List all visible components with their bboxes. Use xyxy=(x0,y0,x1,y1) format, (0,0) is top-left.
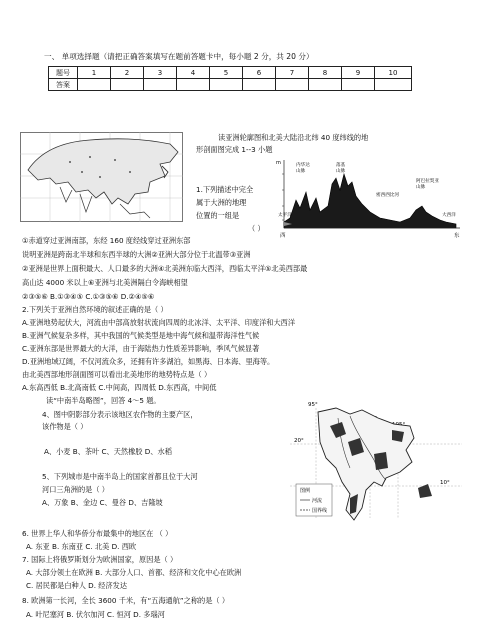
north-america-profile xyxy=(276,156,464,240)
profile-scale: m xyxy=(276,160,281,166)
answer-cell[interactable] xyxy=(177,79,210,91)
q5-stem: 河口三角洲的是（ ） xyxy=(42,485,109,494)
q8-options: A. 叶尼塞河 B. 伏尔加河 C. 恒河 D. 多瑙河 xyxy=(26,610,165,619)
answer-table xyxy=(48,66,412,91)
answer-cell[interactable] xyxy=(243,79,276,91)
asia-map-image xyxy=(20,132,183,222)
profile-label: 密西西比河 xyxy=(376,193,399,198)
answer-cell[interactable] xyxy=(276,79,309,91)
map-lat-label: 10° xyxy=(440,480,450,486)
q4-stem: 该作物是（ ） xyxy=(42,422,88,431)
q1-options: ②③⑤⑥ B.①③④⑤ C.①③⑤⑥ D.②④⑤⑥ xyxy=(22,292,155,301)
profile-label: 山脉 xyxy=(416,185,426,190)
q5-stem: 5、下列城市是中南半岛上的国家首都且位于大河 xyxy=(42,472,198,481)
q1-line: 高山达 4000 米以上⑥亚洲与北美洲隔白令海峡相望 xyxy=(22,278,188,287)
q1-line: 说明亚洲是跨南北半球和东西半球的大洲②亚洲大部分位于北温带③亚洲 xyxy=(22,250,251,259)
q1-line: ①赤道穿过亚洲南部，东经 160 度经线穿过亚洲东部 xyxy=(22,236,191,245)
section-heading: 一、 单项选择题（请把正确答案填写在题前答题卡中，每小题 2 分，共 20 分） xyxy=(44,52,314,61)
q4-stem: 4、图中阴影部分表示该地区农作物的主要产区， xyxy=(42,410,198,419)
q7-stem: 7. 国际上将俄罗斯划分为欧洲国家，原因是（ ） xyxy=(22,555,178,564)
map-legend-title: 图例 xyxy=(300,488,311,494)
intro-line-2: 形剖面图完成 1--3 小题 xyxy=(196,145,273,154)
intro-line-1: 读亚洲轮廓图和北美大陆沿北纬 40 度纬线的地 xyxy=(218,133,369,142)
profile-label: 太平洋 xyxy=(278,213,292,218)
asia-outline-map xyxy=(20,132,183,222)
indochina-map-image xyxy=(290,398,462,524)
q3-options: A.东高西低 B.北高南低 C.中间高，四周低 D.东西高，中间低 xyxy=(22,383,217,392)
q1-stem-line: 位置的一组是 xyxy=(196,211,240,220)
q4-options: A、小麦 B、茶叶 C、天然橡胶 D、水稻 xyxy=(44,447,172,456)
q5-options: A、万象 B、金边 C、曼谷 D、吉隆坡 xyxy=(42,498,163,507)
answer-table-number: 4 xyxy=(177,67,210,79)
q8-stem: 8. 欧洲第一长河，全长 3600 千米，有“五海通航”之称的是（ ） xyxy=(22,596,230,605)
answer-cell[interactable] xyxy=(342,79,375,91)
profile-label: 大西洋 xyxy=(442,213,456,218)
map-legend-border: 国界线 xyxy=(312,508,328,514)
map-lat-label: 20° xyxy=(294,438,304,444)
profile-label: 山脉 xyxy=(336,169,346,174)
answer-table-number: 8 xyxy=(309,67,342,79)
q2-line: D.亚洲地域辽阔，不仅河流众多，还拥有许多湖泊，如黑海、日本海、里海等。 xyxy=(22,357,275,366)
q2-line: A.亚洲地势起伏大，河流由中部高放射状流向四周的北冰洋、太平洋、印度洋和大西洋 xyxy=(22,318,296,327)
answer-cell[interactable] xyxy=(111,79,144,91)
profile-west-label: 西 xyxy=(280,233,286,239)
indochina-map xyxy=(290,398,462,524)
answer-table-number: 3 xyxy=(144,67,177,79)
answer-table-number: 6 xyxy=(243,67,276,79)
answer-table-header-row xyxy=(49,67,412,79)
q1-stem-line: 属于大洲的地理 xyxy=(196,198,247,207)
answer-table-answer-row xyxy=(49,79,412,91)
answer-table-number: 9 xyxy=(342,67,375,79)
answer-table-number: 2 xyxy=(111,67,144,79)
profile-east-label: 东 xyxy=(454,233,460,239)
profile-label: 内华达 xyxy=(296,163,310,168)
q7-options-cd: C. 居民都是白种人 D. 经济发达 xyxy=(26,581,128,590)
q4-intro: 读“中南半岛略图”，回答 4～5 题。 xyxy=(46,396,161,405)
q6-options: A. 东亚 B. 东南亚 C. 北美 D. 西欧 xyxy=(26,542,137,551)
map-lon-label: 95° xyxy=(308,402,318,408)
q2-line: 2.下列关于亚洲自然环境的叙述正确的是（ ） xyxy=(22,305,168,314)
profile-label: 山脉 xyxy=(296,169,306,174)
q3-line: 由北美西部地形剖面图可以看出北美地形的地势特点是（ ） xyxy=(22,370,212,379)
answer-table-number: 10 xyxy=(375,67,412,79)
answer-cell[interactable] xyxy=(210,79,243,91)
q6-stem: 6. 世界上华人和华侨分布最集中的地区在 （ ） xyxy=(22,529,173,538)
q1-stem-line: （ ） xyxy=(248,224,265,233)
q7-options-ab: A. 大部分领土在欧洲 B. 大部分人口、首都、经济和文化中心在欧洲 xyxy=(26,568,242,577)
map-legend-river: 河流 xyxy=(312,498,323,504)
profile-label: 落基 xyxy=(336,163,346,168)
q1-line: ②亚洲是世界上面积最大、人口最多的大洲④北美洲东临大西洋，西临太平洋⑤北美西部最 xyxy=(22,264,308,273)
profile-image xyxy=(276,156,464,240)
q1-stem-line: 1.下列描述中完全 xyxy=(196,185,254,194)
answer-table-row2-label: 答案 xyxy=(49,79,78,91)
profile-label: 阿巴拉契亚 xyxy=(416,179,439,184)
answer-cell[interactable] xyxy=(309,79,342,91)
answer-table-row1-label: 题号 xyxy=(49,67,78,79)
answer-cell[interactable] xyxy=(78,79,111,91)
q2-line: C.亚洲东部是世界最大的大洋，由于海陆热力性质差异影响，季风气候显著 xyxy=(22,344,260,353)
answer-table-number: 7 xyxy=(276,67,309,79)
answer-table-number: 1 xyxy=(78,67,111,79)
answer-cell[interactable] xyxy=(144,79,177,91)
answer-table-number: 5 xyxy=(210,67,243,79)
answer-cell[interactable] xyxy=(375,79,412,91)
q2-line: B.亚洲气候复杂多样，其中我国的气候类型是地中海气候和温带海洋性气候 xyxy=(22,331,260,340)
